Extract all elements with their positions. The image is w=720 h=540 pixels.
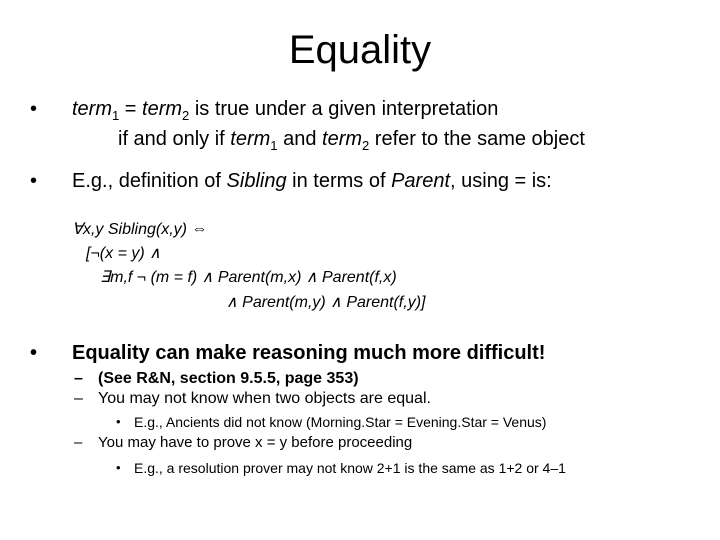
dash-marker: –	[74, 390, 83, 407]
dash-marker: –	[74, 370, 83, 387]
bullet-difficulty	[30, 340, 710, 370]
subitem-text: You may have to prove x = y before proceeding	[98, 434, 413, 451]
bullet-example	[30, 168, 710, 198]
line-2-prefix: if and only if	[118, 128, 231, 150]
formula-line-1: ∀x,y Sibling(x,y) ⇔	[72, 221, 208, 238]
bullet-marker: •	[30, 342, 38, 364]
line-1-rest: is true under a given interpretation	[189, 98, 499, 120]
formula-line-4: ∧ Parent(m,y) ∧ Parent(f,y)]	[226, 294, 426, 311]
example-middle: in terms of	[286, 170, 392, 192]
bullet-marker: •	[116, 460, 121, 475]
term2-text: term	[142, 98, 183, 120]
and-text: and	[277, 128, 323, 150]
line-2-rest: refer to the same object	[369, 128, 585, 150]
subscript-2: 2	[182, 108, 190, 123]
bullet-line-2	[118, 126, 585, 155]
example-rest: , using = is:	[450, 170, 552, 192]
example-prefix: E.g., definition of	[72, 170, 227, 192]
formula-line-2: [¬(x = y) ∧	[86, 245, 161, 262]
subscript-2: 2	[362, 138, 370, 153]
bullet-marker: •	[30, 98, 38, 120]
subscript-1: 1	[112, 108, 120, 123]
bullet-equality-definition	[30, 96, 710, 156]
formula-line-3: ∃m,f ¬ (m = f) ∧ Parent(m,x) ∧ Parent(f,x)	[100, 269, 397, 286]
subitem-reference	[74, 370, 674, 392]
bullet-example-text	[72, 168, 552, 194]
bullet-marker: •	[30, 170, 38, 192]
subitem-text: E.g., Ancients did not know (Morning.Star = Evening.Star = Venus)	[134, 414, 547, 430]
subitem-unknown-equality	[74, 390, 674, 412]
subitem-ancients-example	[116, 414, 696, 432]
bullet-marker: •	[116, 414, 121, 429]
subitem-resolution-example	[116, 460, 696, 478]
bullet-line-1	[72, 96, 498, 125]
bullet-difficulty-text: Equality can make reasoning much more difficult!	[72, 342, 546, 364]
term1-text: term	[230, 128, 271, 150]
parent-term: Parent	[391, 170, 451, 192]
equals-text: =	[119, 98, 143, 120]
slide-title: Equality	[288, 28, 432, 72]
subscript-1: 1	[270, 138, 278, 153]
dash-marker: –	[74, 434, 83, 451]
term2-text: term	[322, 128, 363, 150]
subitem-text: E.g., a resolution prover may not know 2+1 is the same as 1+2 or 4–1	[134, 460, 566, 476]
subitem-text: You may not know when two objects are equal.	[98, 390, 431, 407]
sibling-term: Sibling	[226, 170, 287, 192]
term1-text: term	[72, 98, 112, 120]
subitem-prove-equality	[74, 434, 674, 456]
subitem-text: (See R&N, section 9.5.5, page 353)	[98, 370, 359, 387]
